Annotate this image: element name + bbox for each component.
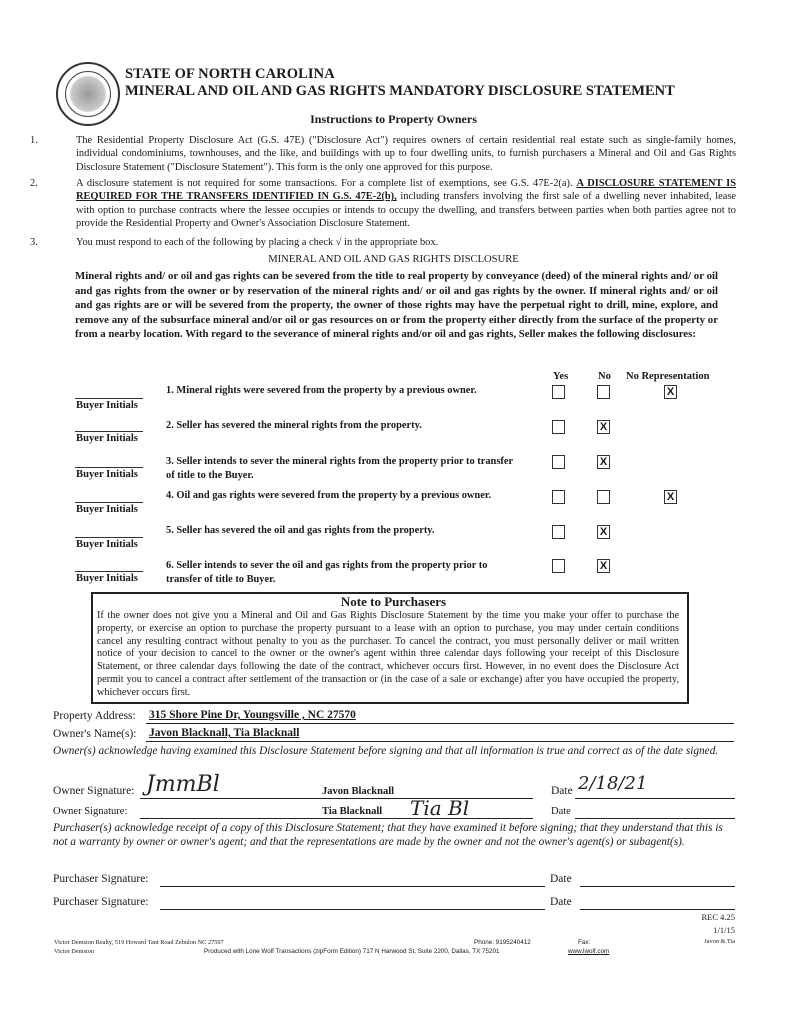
q6-no-checkbox[interactable]: X [597, 559, 610, 573]
purchaser-signature-label-1: Purchaser Signature: [53, 873, 149, 885]
buyer-initials-line-5[interactable] [75, 537, 143, 538]
owner-date-line-1 [575, 798, 735, 799]
owners-name-field[interactable]: Javon Blacknall, Tia Blacknall [149, 727, 300, 739]
owner-signature-line-1 [140, 798, 533, 799]
owner-name-1: Javon Blacknall [322, 786, 395, 797]
document-name: Javon & Tia [704, 938, 735, 945]
form-code: REC 4.25 [701, 912, 735, 922]
q1-no-checkbox[interactable] [597, 385, 610, 399]
produced-by: Produced with Lone Wolf Transactions (zipForm Edition) 717 N Harwood St, Suite 2200, Dallas, TX 75201 [204, 948, 500, 955]
owner-signature-label-1: Owner Signature: [53, 785, 135, 797]
buyer-initials-line-4[interactable] [75, 502, 143, 503]
q2-yes-checkbox[interactable] [552, 420, 565, 434]
question-2: 2. Seller has severed the mineral rights from the property. [166, 420, 422, 431]
q1-yes-checkbox[interactable] [552, 385, 565, 399]
q2-no-checkbox[interactable]: X [597, 420, 610, 434]
buyer-initials-label-5: Buyer Initials [76, 539, 138, 550]
column-yes: Yes [553, 371, 569, 382]
q1-no-representation-checkbox[interactable]: X [664, 385, 677, 399]
date-label-1: Date [551, 785, 573, 797]
q5-no-checkbox[interactable]: X [597, 525, 610, 539]
owners-name-label: Owner's Name(s): [53, 728, 137, 740]
instruction-item-1: 1. The Residential Property Disclosure Act (G.S. 47E) ("Disclosure Act") requires owners of certain residential real estate such as single-family homes, individual condominiums, townhouses, and the like, and buildings with up to four dwelling units, to furnish purchasers a Mineral and Oil and Gas Rights Disclosure Statement ("Disclosure Statement"). This form is the only one approved for this purpose. [30, 135, 736, 173]
q4-no-representation-checkbox[interactable]: X [664, 490, 677, 504]
buyer-initials-label-4: Buyer Initials [76, 504, 138, 515]
q6-yes-checkbox[interactable] [552, 559, 565, 573]
q3-no-checkbox[interactable]: X [597, 455, 610, 469]
purchaser-acknowledgement: Purchaser(s) acknowledge receipt of a copy of this Disclosure Statement; that they have examined it before signing; that they understand that this is not a warranty by owner or owner's agent; and that the representations are made by the owner and not the owner's agent(s) or subagent(s). [53, 822, 723, 849]
buyer-initials-label-1: Buyer Initials [76, 400, 138, 411]
form-title: MINERAL AND OIL AND GAS RIGHTS MANDATORY DISCLOSURE STATEMENT [125, 83, 675, 99]
q4-yes-checkbox[interactable] [552, 490, 565, 504]
buyer-initials-label-3: Buyer Initials [76, 469, 138, 480]
question-5: 5. Seller has severed the oil and gas rights from the property. [166, 525, 435, 536]
owner-acknowledgement: Owner(s) acknowledge having examined this Disclosure Statement before signing and that all information is true and correct as of the date signed. [53, 745, 719, 757]
purchaser-signature-line-2[interactable] [160, 909, 545, 910]
note-text: If the owner does not give you a Mineral and Oil and Gas Rights Disclosure Statement by the time you make your offer to purchase the property, or exercise an option to purchase the property pursuant to a lease with an option to purchase, you may under certain conditions cancel any resulting contract without penalty to you as the purchaser. To cancel the contract, you must personally deliver or mail written notice of your decision to cancel to the owner or the owner's agent within three calendar days following your receipt of this Disclosure Statement, or three calendar days following the date of the contract, whichever occurs first. However, in no event does the Disclosure Act permit you to cancel a contract after settlement of the transaction or (in the case of a sale or exchange) after you have occupied the property, whichever occurs first. [97, 610, 679, 698]
question-6: 6. Seller intends to sever the oil and gas rights from the property prior to transfer of title to Buyer. [166, 560, 488, 585]
fax: Fax: [578, 939, 591, 946]
buyer-initials-label-2: Buyer Initials [76, 433, 138, 444]
q4-no-checkbox[interactable] [597, 490, 610, 504]
owner-signature-label-2: Owner Signature: [53, 806, 128, 817]
column-no: No [598, 371, 611, 382]
purchaser-signature-line-1[interactable] [160, 886, 545, 887]
q5-yes-checkbox[interactable] [552, 525, 565, 539]
purchaser-date-line-1[interactable] [580, 886, 735, 887]
q3-yes-checkbox[interactable] [552, 455, 565, 469]
instruction-item-3: 3. You must respond to each of the following by placing a check √ in the appropriate box. [30, 237, 439, 248]
phone: Phone: 9195240412 [474, 939, 531, 946]
property-address-line [146, 723, 734, 724]
purchaser-date-line-2[interactable] [580, 909, 735, 910]
owner-signature-line-2 [140, 818, 533, 819]
owner-signature-1[interactable]: JmmBl [146, 772, 220, 797]
disclosure-section-title: MINERAL AND OIL AND GAS RIGHTS DISCLOSURE [268, 254, 519, 265]
buyer-initials-line-1[interactable] [75, 398, 143, 399]
question-3: 3. Seller intends to sever the mineral rights from the property prior to transfer of title to the Buyer. [166, 456, 513, 481]
purchaser-date-label-2: Date [550, 896, 572, 908]
date-label-2: Date [551, 806, 571, 817]
question-4: 4. Oil and gas rights were severed from the property by a previous owner. [166, 490, 492, 501]
brokerage-info: Victor Demston Realty, 519 Howard Tant Road Zebulon NC 27597 [54, 939, 224, 946]
website-link[interactable]: www.lwolf.com [568, 948, 610, 955]
form-date: 1/1/15 [713, 925, 735, 935]
buyer-initials-line-3[interactable] [75, 467, 143, 468]
property-address-field[interactable]: 315 Shore Pine Dr, Youngsville , NC 27570 [149, 709, 356, 721]
buyer-initials-line-6[interactable] [75, 571, 143, 572]
column-no-representation: No Representation [626, 371, 710, 382]
owner-date-line-2[interactable] [575, 818, 735, 819]
owners-name-line [146, 741, 734, 742]
property-address-label: Property Address: [53, 710, 136, 722]
instructions-title: Instructions to Property Owners [310, 112, 477, 126]
agent-name: Victor Demston [54, 948, 95, 955]
instruction-item-2: 2. A disclosure statement is not required for some transactions. For a complete list of exemptions, see G.S. 47E-2(a). A DISCLOSURE STATEMENT IS REQUIRED FOR THE TRANSFERS IDENTIFIED IN G.S. 47E-2(b), including transfers involving the first sale of a dwelling never inhabited, lease with option to purchase contracts where the lessee occupies or intends to occupy the dwelling, and transfers between parties when both parties agree not to provide the Residential Property and Owner's Association Disclosure Statement. [30, 178, 736, 230]
owner-date-1[interactable]: 2/18/21 [578, 773, 648, 794]
disclosure-paragraph: Mineral rights and/ or oil and gas rights can be severed from the title to real property by conveyance (deed) of the mineral rights and/ or oil and gas rights from the owner or by reservation of the mineral rights and/ or oil and gas rights by the owner. If mineral rights and/ or oil and gas rights are or will be severed from the property, the owner of those rights may have the perpetual right to drill, mine, explore, and remove any of the subsurface mineral and/or oil or gas resources on or from the property either directly from the surface of the property or from a nearby location. With regard to the severance of mineral rights and/or oil and gas rights, Seller makes the following disclosures: [75, 270, 718, 341]
question-1: 1. Mineral rights were severed from the property by a previous owner. [166, 385, 477, 396]
state-title: STATE OF NORTH CAROLINA [125, 66, 335, 82]
buyer-initials-label-6: Buyer Initials [76, 573, 138, 584]
owner-name-2: Tia Blacknall [322, 806, 383, 817]
buyer-initials-line-2[interactable] [75, 431, 143, 432]
purchaser-signature-label-2: Purchaser Signature: [53, 896, 149, 908]
owner-signature-2[interactable]: Tia Bl [410, 796, 470, 820]
required-transfers-emphasis: A DISCLOSURE STATEMENT IS REQUIRED FOR THE TRANSFERS IDENTIFIED IN G.S. 47E-2(b), [76, 178, 736, 203]
note-title: Note to Purchasers [340, 594, 447, 609]
purchaser-date-label-1: Date [550, 873, 572, 885]
